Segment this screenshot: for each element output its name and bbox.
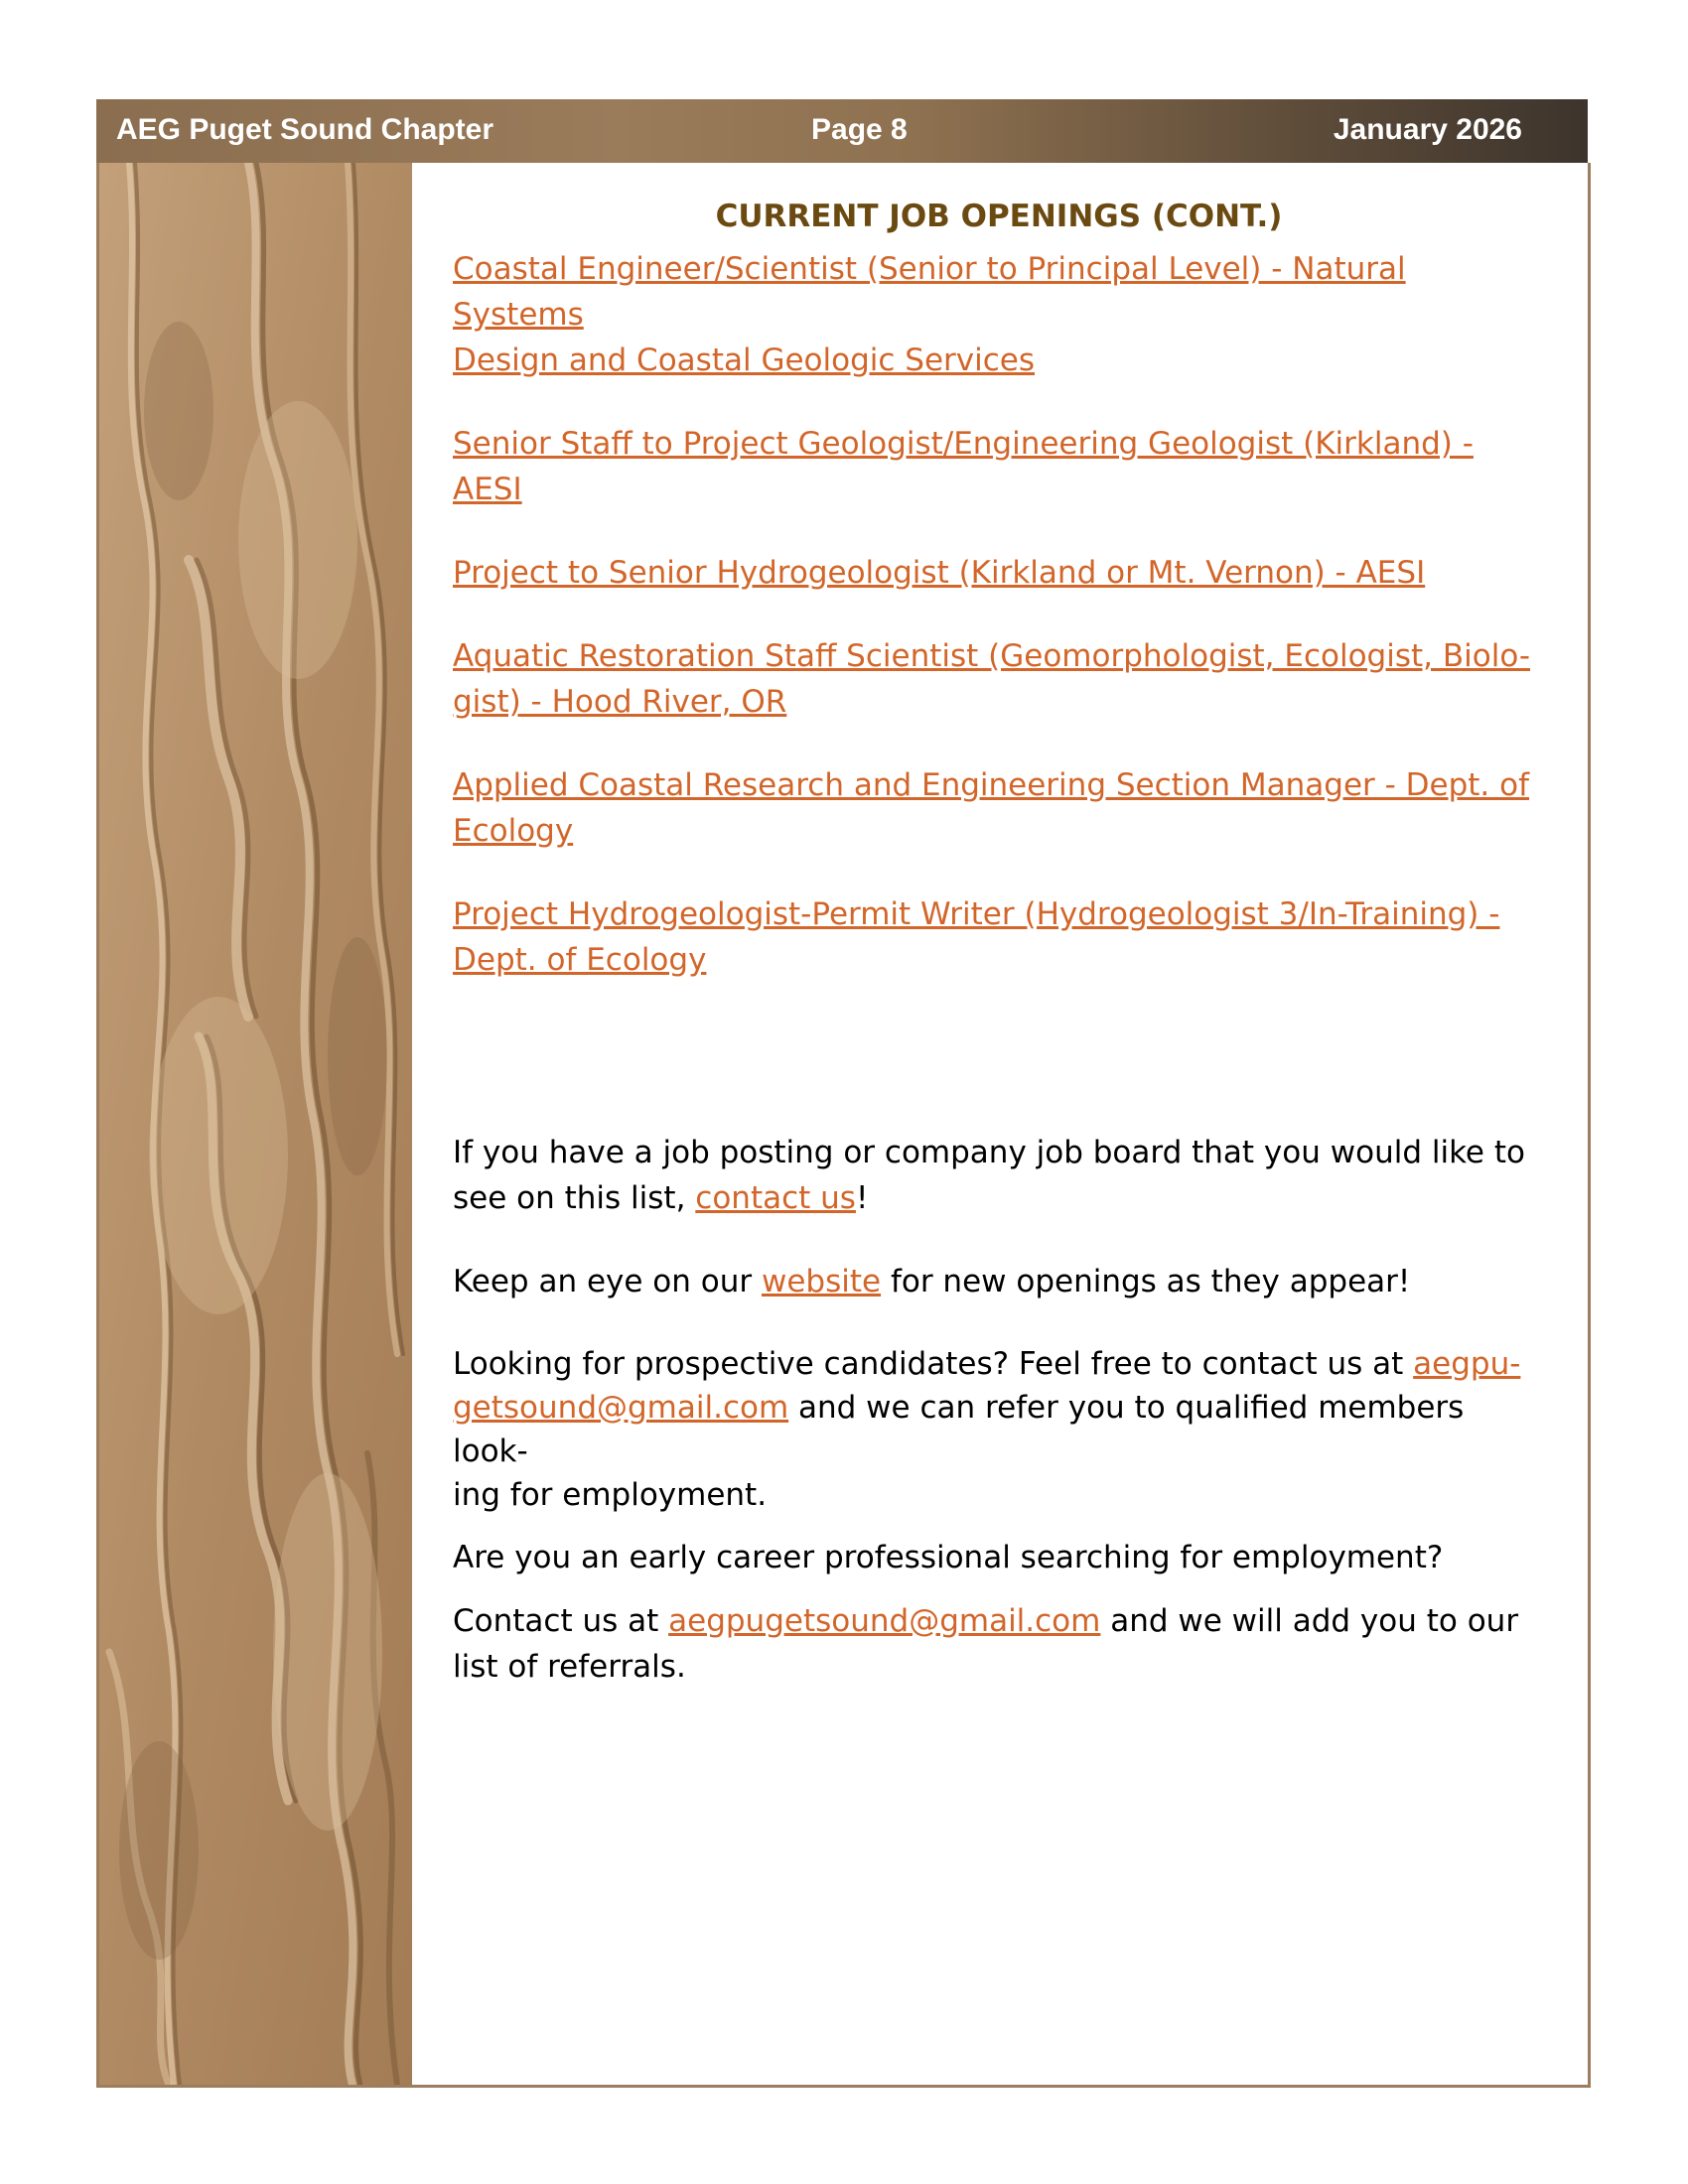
- job-link[interactable]: [453, 550, 1545, 596]
- job-link-line: Coastal Engineer/Scientist (Senior to Principal Level) - Natural Systems: [453, 251, 1406, 333]
- job-link-line: Applied Coastal Research and Engineering Section Manager - Dept. of: [453, 767, 1530, 803]
- email-link[interactable]: aegpu-: [1413, 1346, 1521, 1382]
- website-text: Keep an eye on our: [453, 1264, 762, 1299]
- website-paragraph: [453, 1259, 1545, 1304]
- job-link-line: gist) - Hood River, OR: [453, 684, 787, 720]
- contact-us-link[interactable]: contact us: [695, 1180, 856, 1216]
- chapter-name: AEG Puget Sound Chapter: [116, 113, 494, 146]
- job-link-line: Project Hydrogeologist-Permit Writer (Hydrogeologist 3/In-Training) -: [453, 896, 1500, 932]
- candidates-paragraph: [453, 1342, 1545, 1517]
- job-link-line: Aquatic Restoration Staff Scientist (Geomorphologist, Ecologist, Biolo-: [453, 638, 1531, 674]
- job-link[interactable]: [453, 762, 1545, 854]
- job-link[interactable]: [453, 891, 1545, 983]
- issue-date: January 2026: [1333, 113, 1522, 146]
- section-title: CURRENT JOB OPENINGS (CONT.): [715, 199, 1283, 234]
- job-link[interactable]: [453, 421, 1545, 512]
- early-career-text: Contact us at: [453, 1603, 669, 1639]
- job-link-line: Dept. of Ecology: [453, 942, 707, 978]
- candidates-text: ing for employment.: [453, 1477, 768, 1513]
- relief-texture-sidebar: [99, 163, 412, 2085]
- early-career-paragraph: [453, 1598, 1545, 1690]
- candidates-text: Looking for prospective candidates? Feel free to contact us at: [453, 1346, 1414, 1382]
- job-link[interactable]: [453, 246, 1545, 383]
- early-career-question: Are you an early career professional searching for employment?: [453, 1540, 1444, 1575]
- job-link-line: Ecology: [453, 813, 574, 849]
- job-posting-paragraph: [453, 1130, 1545, 1221]
- job-link-line: Project to Senior Hydrogeologist (Kirkland or Mt. Vernon) - AESI: [453, 555, 1426, 591]
- job-link[interactable]: [453, 633, 1545, 725]
- job-link-line: Design and Coastal Geologic Services: [453, 342, 1035, 378]
- posting-text: If you have a job posting or company job board that you would like to: [453, 1135, 1525, 1170]
- spacer: [453, 1021, 1545, 1130]
- job-link-line: Senior Staff to Project Geologist/Engineering Geologist (Kirkland) - AESI: [453, 426, 1474, 507]
- posting-text: !: [855, 1180, 869, 1216]
- main-content: [453, 197, 1545, 1727]
- candidates-text: and we can refer you to qualified members look-: [453, 1390, 1465, 1469]
- early-career-text: and we will add you to our: [1100, 1603, 1519, 1639]
- early-career-text: list of referrals.: [453, 1649, 686, 1685]
- website-text: for new openings as they appear!: [881, 1264, 1411, 1299]
- relief-texture-image: [99, 163, 412, 2085]
- page-header: [96, 99, 1588, 163]
- email-link[interactable]: aegpugetsound@gmail.com: [668, 1603, 1101, 1639]
- website-link[interactable]: website: [761, 1264, 882, 1299]
- page-number: Page 8: [811, 113, 908, 146]
- posting-text: see on this list,: [453, 1180, 696, 1216]
- email-link[interactable]: getsound@gmail.com: [453, 1390, 789, 1426]
